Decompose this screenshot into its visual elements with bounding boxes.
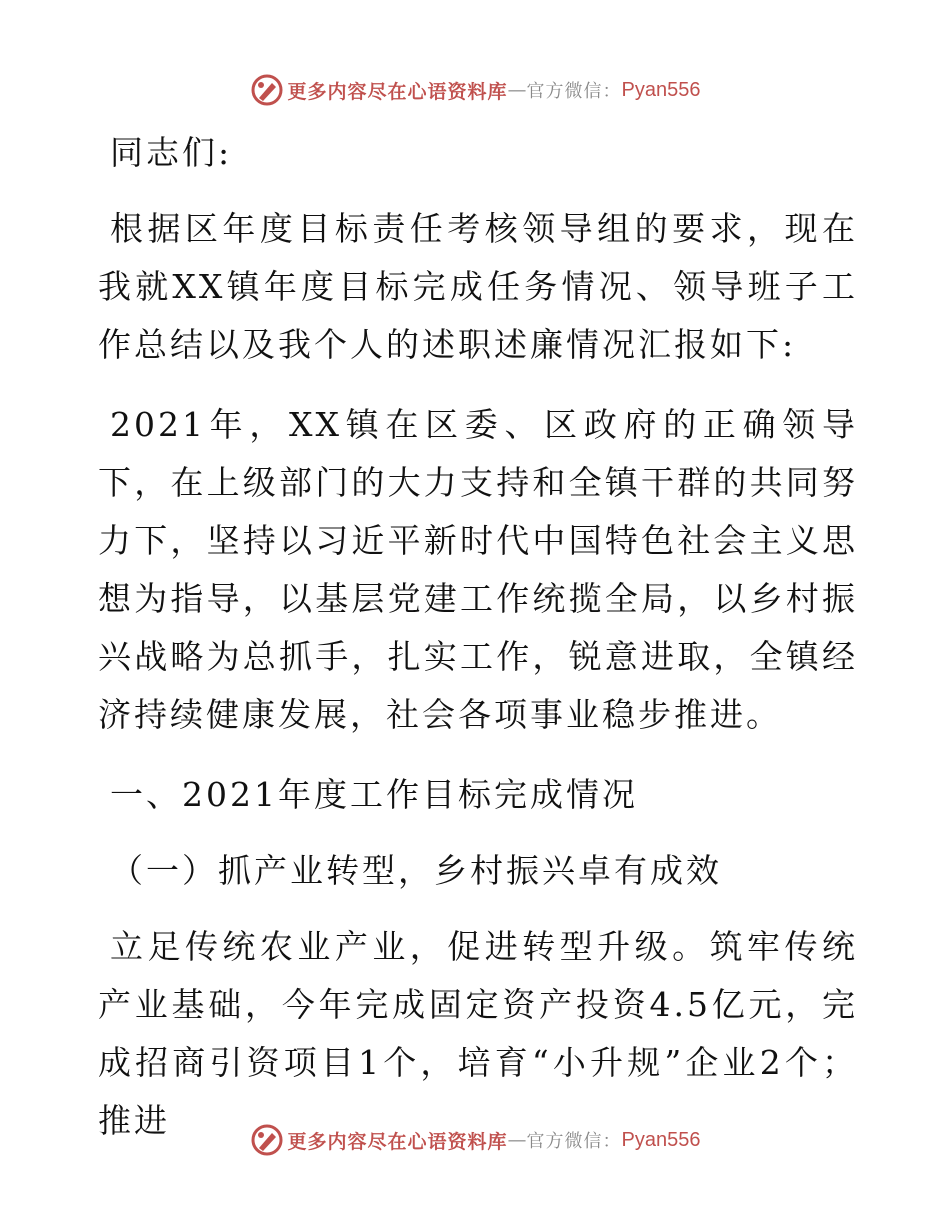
section-heading: 一、2021年度工作目标完成情况 <box>110 775 638 814</box>
watermark-separator: — <box>507 1129 527 1151</box>
watermark-wechat-id: Pyan556 <box>621 78 701 101</box>
paragraph-industry: 立足传统农业产业，促进转型升级。筑牢传统产业基础，今年完成固定资产投资4.5亿元，完成招商引资项目1个，培育“小升规”企业2个；推进 <box>98 927 858 1140</box>
watermark-site-text: 更多内容尽在心语资料库 <box>287 80 508 103</box>
document-body <box>98 124 858 1172</box>
watermark-wechat-label: 官方微信： <box>526 1131 622 1152</box>
salutation: 同志们: <box>110 133 233 172</box>
watermark-wechat-id: Pyan556 <box>621 1128 701 1151</box>
paragraph-overview: 2021年，XX镇在区委、区政府的正确领导下，在上级部门的大力支持和全镇干群的共同努力下，坚持以习近平新时代中国特色社会主义思想为指导，以基层党建工作统揽全局，以乡村振兴战略为总抓手，扎实工作，锐意进取，全镇经济持续健康发展，社会各项事业稳步推进。 <box>98 405 858 734</box>
footer-watermark <box>0 1120 950 1160</box>
header-watermark <box>0 70 950 110</box>
watermark-site-text: 更多内容尽在心语资料库 <box>287 1130 508 1153</box>
pen-logo-icon <box>250 73 284 107</box>
paragraph-intro: 根据区年度目标责任考核领导组的要求，现在我就XX镇年度目标完成任务情况、领导班子工作总结以及我个人的述职述廉情况汇报如下: <box>98 209 858 364</box>
watermark-separator: — <box>507 79 527 101</box>
subsection-heading: （一）抓产业转型，乡村振兴卓有成效 <box>110 851 722 890</box>
pen-logo-icon <box>250 1123 284 1157</box>
watermark-wechat-label: 官方微信： <box>526 81 622 102</box>
